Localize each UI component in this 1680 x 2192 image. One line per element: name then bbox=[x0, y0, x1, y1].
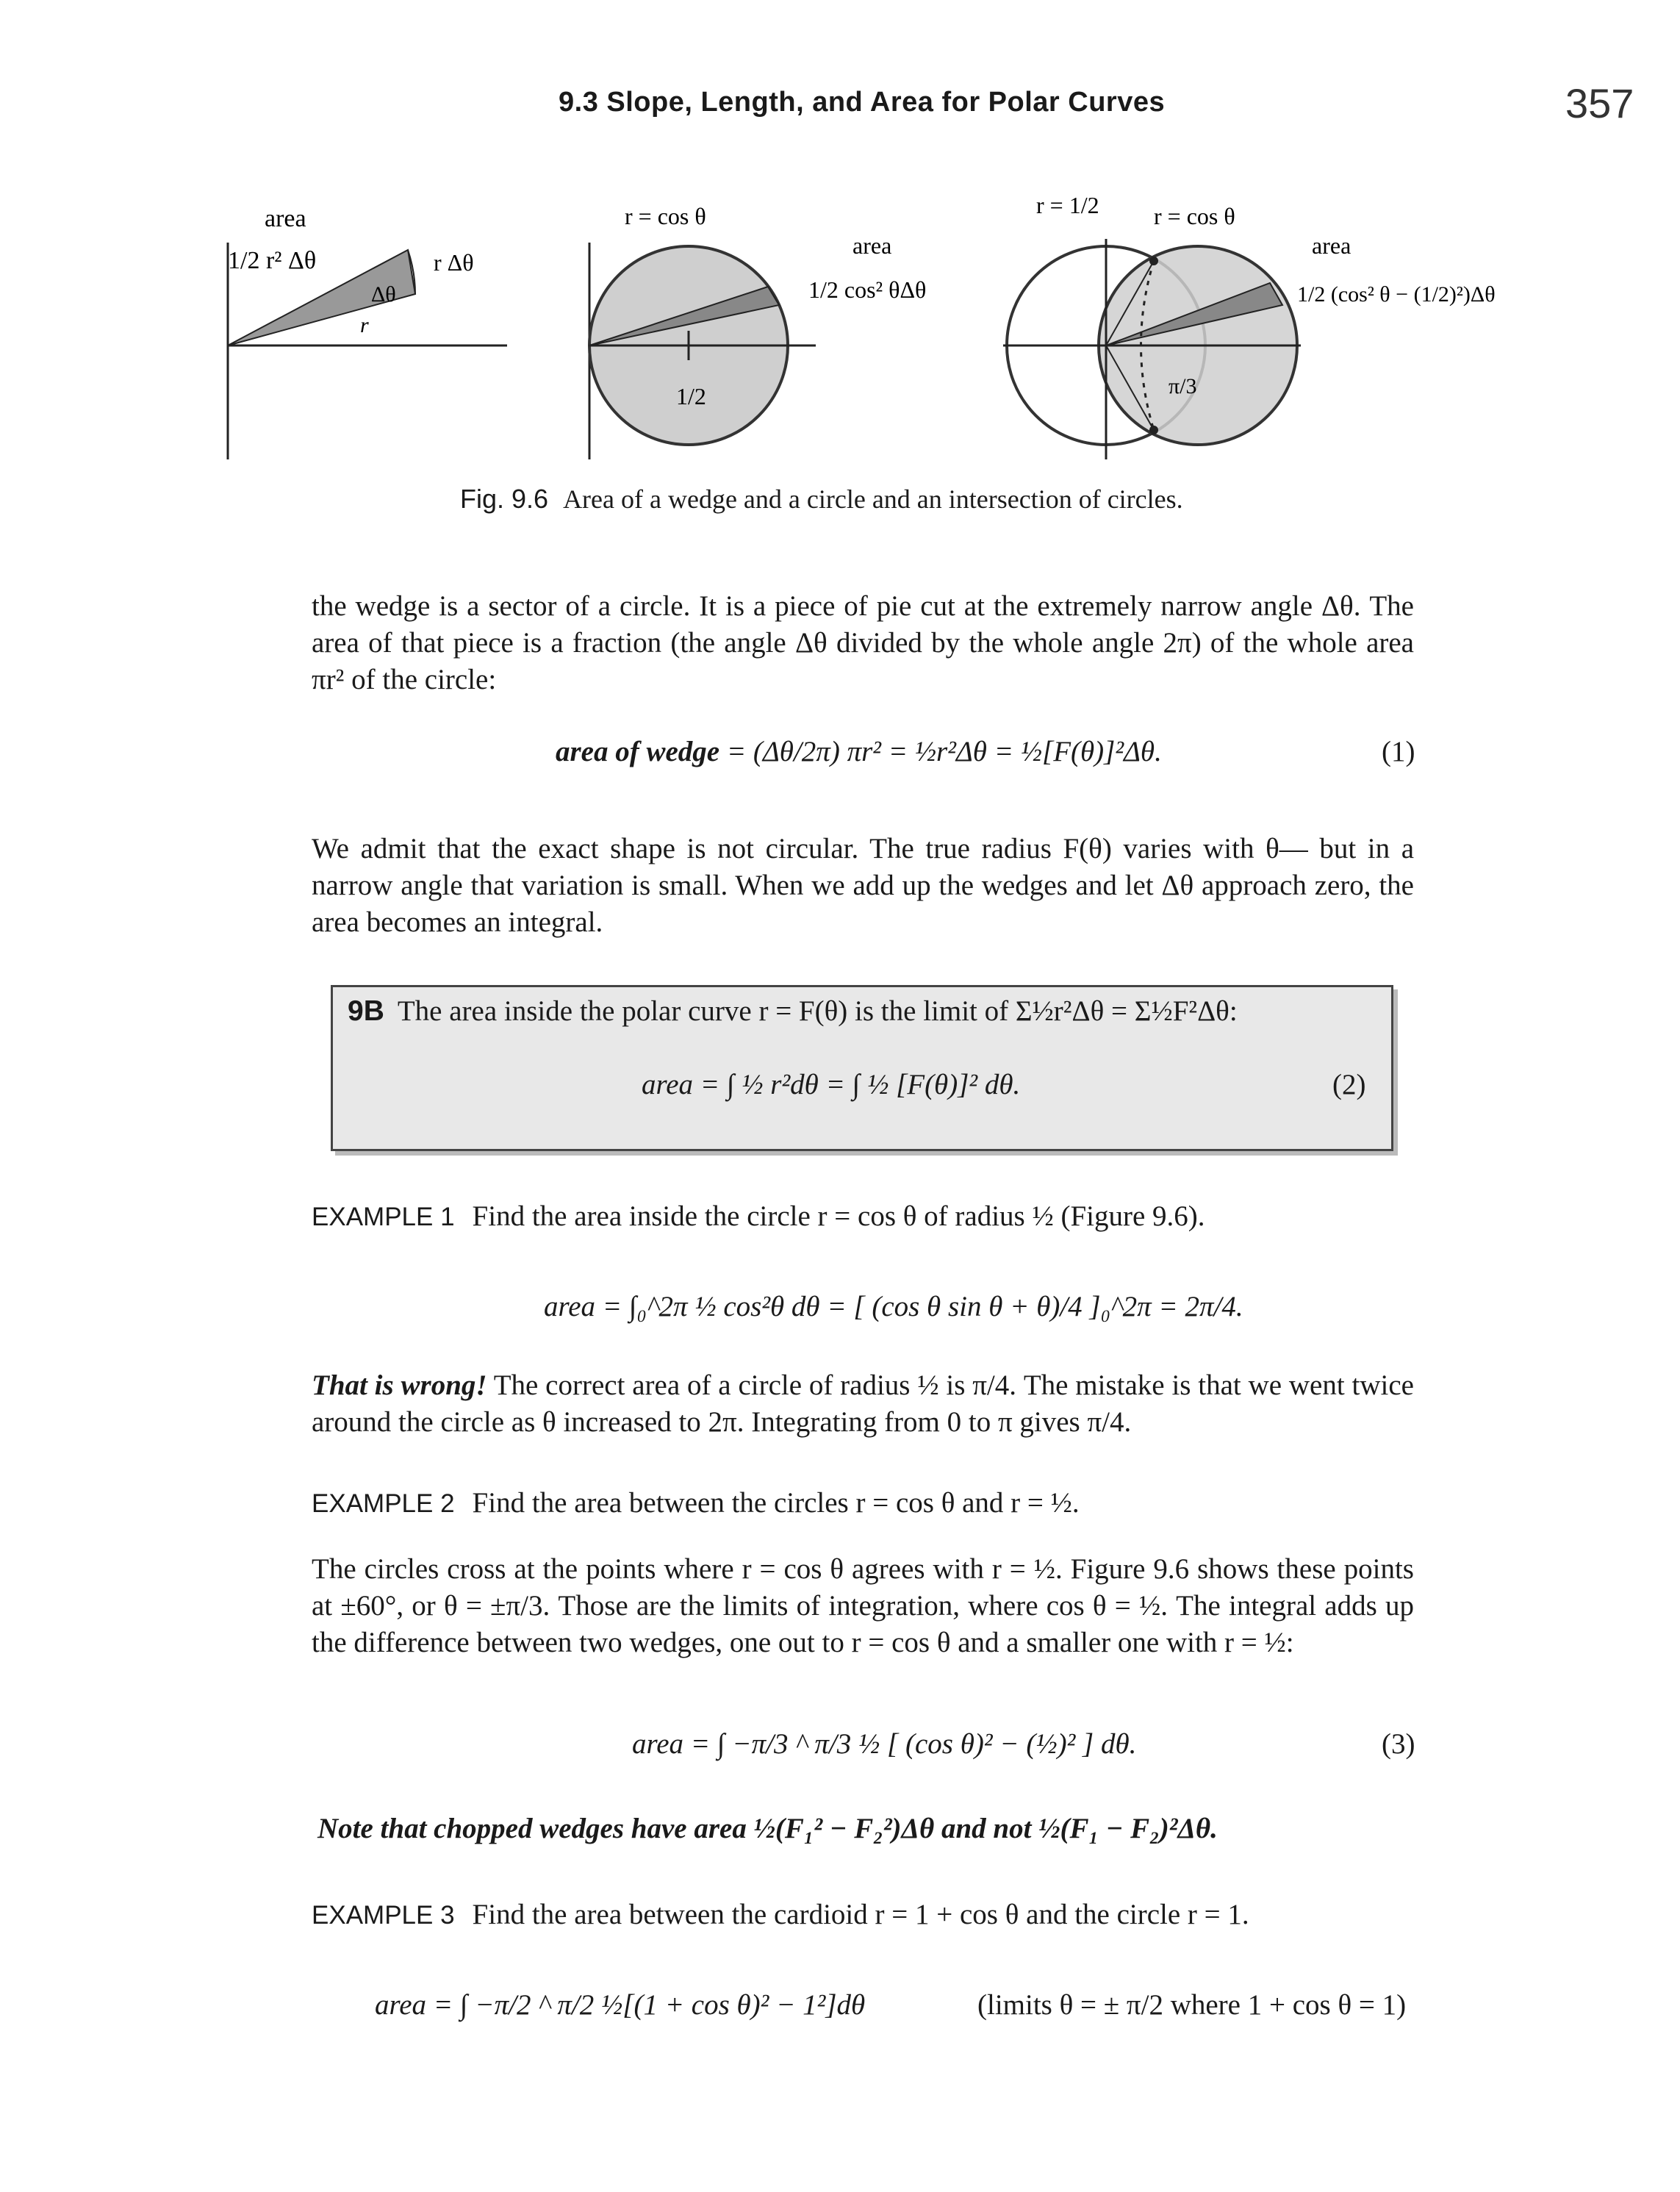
example-3-label: EXAMPLE 3 bbox=[312, 1901, 455, 1930]
box-label: 9B bbox=[348, 995, 384, 1027]
wedge-area-label: area bbox=[265, 205, 306, 232]
intersection-label-half: r = 1/2 bbox=[1036, 192, 1099, 218]
box-equation: area = ∫ ½ r²dθ = ∫ ½ [F(θ)]² dθ. bbox=[642, 1069, 1021, 1100]
intersection-area-formula: 1/2 (cos² θ − (1/2)²)Δθ bbox=[1297, 282, 1496, 307]
example-3-equation: area = ∫ −π/2 ^ π/2 ½[(1 + cos θ)² − 1²]dθ bbox=[375, 1989, 866, 2021]
example-2-label: EXAMPLE 2 bbox=[312, 1489, 455, 1518]
eq1-lhs: area of wedge bbox=[556, 736, 720, 767]
example-3-limits: (limits θ = ± π/2 where 1 + cos θ = 1) bbox=[977, 1989, 1407, 2021]
intersection-angle-label: π/3 bbox=[1169, 374, 1197, 398]
circle-area-formula: 1/2 cos² θΔθ bbox=[808, 276, 927, 303]
running-header: 9.3 Slope, Length, and Area for Polar Curves bbox=[559, 87, 1166, 118]
wedge-panel bbox=[228, 205, 507, 459]
wedge-radius-label: r bbox=[360, 313, 369, 337]
intersection-panel bbox=[1003, 192, 1496, 459]
caption-number: Fig. 9.6 bbox=[460, 484, 549, 514]
eq1-rhs: = (Δθ/2π) πr² = ½r²Δθ = ½[F(θ)]²Δθ. bbox=[726, 736, 1162, 767]
equation-1 bbox=[556, 735, 1162, 768]
example-1-note-text: The correct area of a circle of radius ½ is π/4. The mistake is that we went twice around the circle as θ increased to 2π. Integrating from 0 to π gives π/4. bbox=[312, 1369, 1414, 1438]
example-1-note bbox=[312, 1367, 1414, 1441]
intersection-label-cos: r = cos θ bbox=[1154, 203, 1235, 229]
circle-area-label: area bbox=[852, 232, 892, 259]
circle-axis-tick: 1/2 bbox=[676, 383, 706, 409]
example-3-text: Find the area between the cardioid r = 1 + cos θ and the circle r = 1. bbox=[472, 1899, 1249, 1930]
box-title bbox=[348, 995, 1238, 1028]
paragraph-wedge: the wedge is a sector of a circle. It is a piece of pie cut at the extremely narrow angle Δθ. The area of that piece is a fraction (the angle Δθ divided by the whole angle 2π) of the whole area πr² of the circle: bbox=[312, 590, 1414, 695]
example-2-paragraph: The circles cross at the points where r = cos θ agrees with r = ½. Figure 9.6 shows these points at ±60°, or θ = ±π/3. Those are the limits of integration, where cos θ = ½. The integral adds up the difference between two wedges, one out to r = cos θ and a smaller one with r = ½: bbox=[312, 1553, 1414, 1658]
example-2-text: Find the area between the circles r = cos θ and r = ½. bbox=[472, 1487, 1080, 1519]
box-statement: The area inside the polar curve r = F(θ) is the limit of Σ½r²Δθ = Σ½F²Δθ: bbox=[397, 995, 1238, 1027]
example-1-note-bold: That is wrong! bbox=[312, 1369, 487, 1401]
example-1-equation: area = ∫₀^2π ½ cos²θ dθ = [ (cos θ sin θ + θ)/4 ]₀^2π = 2π/4. bbox=[544, 1291, 1243, 1322]
example-1-text: Find the area inside the circle r = cos θ of radius ½ (Figure 9.6). bbox=[472, 1200, 1205, 1232]
wedge-arc-label: r Δθ bbox=[434, 249, 474, 276]
example-2-equation: area = ∫ −π/3 ^ π/3 ½ [ (cos θ)² − (½)² ] dθ. bbox=[632, 1728, 1137, 1760]
figure-9-6 bbox=[213, 169, 1551, 470]
example-3-heading bbox=[312, 1896, 1414, 1934]
theorem-box-9b bbox=[331, 985, 1393, 1151]
example-1-heading bbox=[312, 1198, 1414, 1236]
figure-caption bbox=[460, 484, 1183, 515]
example-1-label: EXAMPLE 1 bbox=[312, 1203, 455, 1231]
wedge-angle-label: Δθ bbox=[371, 282, 396, 307]
example-2-note: Note that chopped wedges have area ½(F₁² − F₂²)Δθ and not ½(F₁ − F₂)²Δθ. bbox=[317, 1813, 1218, 1844]
circle-panel bbox=[589, 203, 926, 459]
example-2-equation-number: (3) bbox=[1382, 1728, 1415, 1760]
circle-curve-label: r = cos θ bbox=[625, 203, 706, 229]
caption-text: Area of a wedge and a circle and an intersection of circles. bbox=[563, 484, 1183, 514]
example-2-heading bbox=[312, 1485, 1414, 1522]
intersection-area-label: area bbox=[1312, 232, 1351, 259]
box-equation-number: (2) bbox=[1332, 1069, 1366, 1100]
paragraph-integral: We admit that the exact shape is not circular. The true radius F(θ) varies with θ— but in a narrow angle that variation is small. When we add up the wedges and let Δθ approach zero, the area becomes an integral. bbox=[312, 833, 1415, 938]
wedge-area-formula: 1/2 r² Δθ bbox=[228, 247, 317, 274]
equation-1-number: (1) bbox=[1382, 736, 1415, 767]
page-number: 357 bbox=[1565, 80, 1634, 126]
